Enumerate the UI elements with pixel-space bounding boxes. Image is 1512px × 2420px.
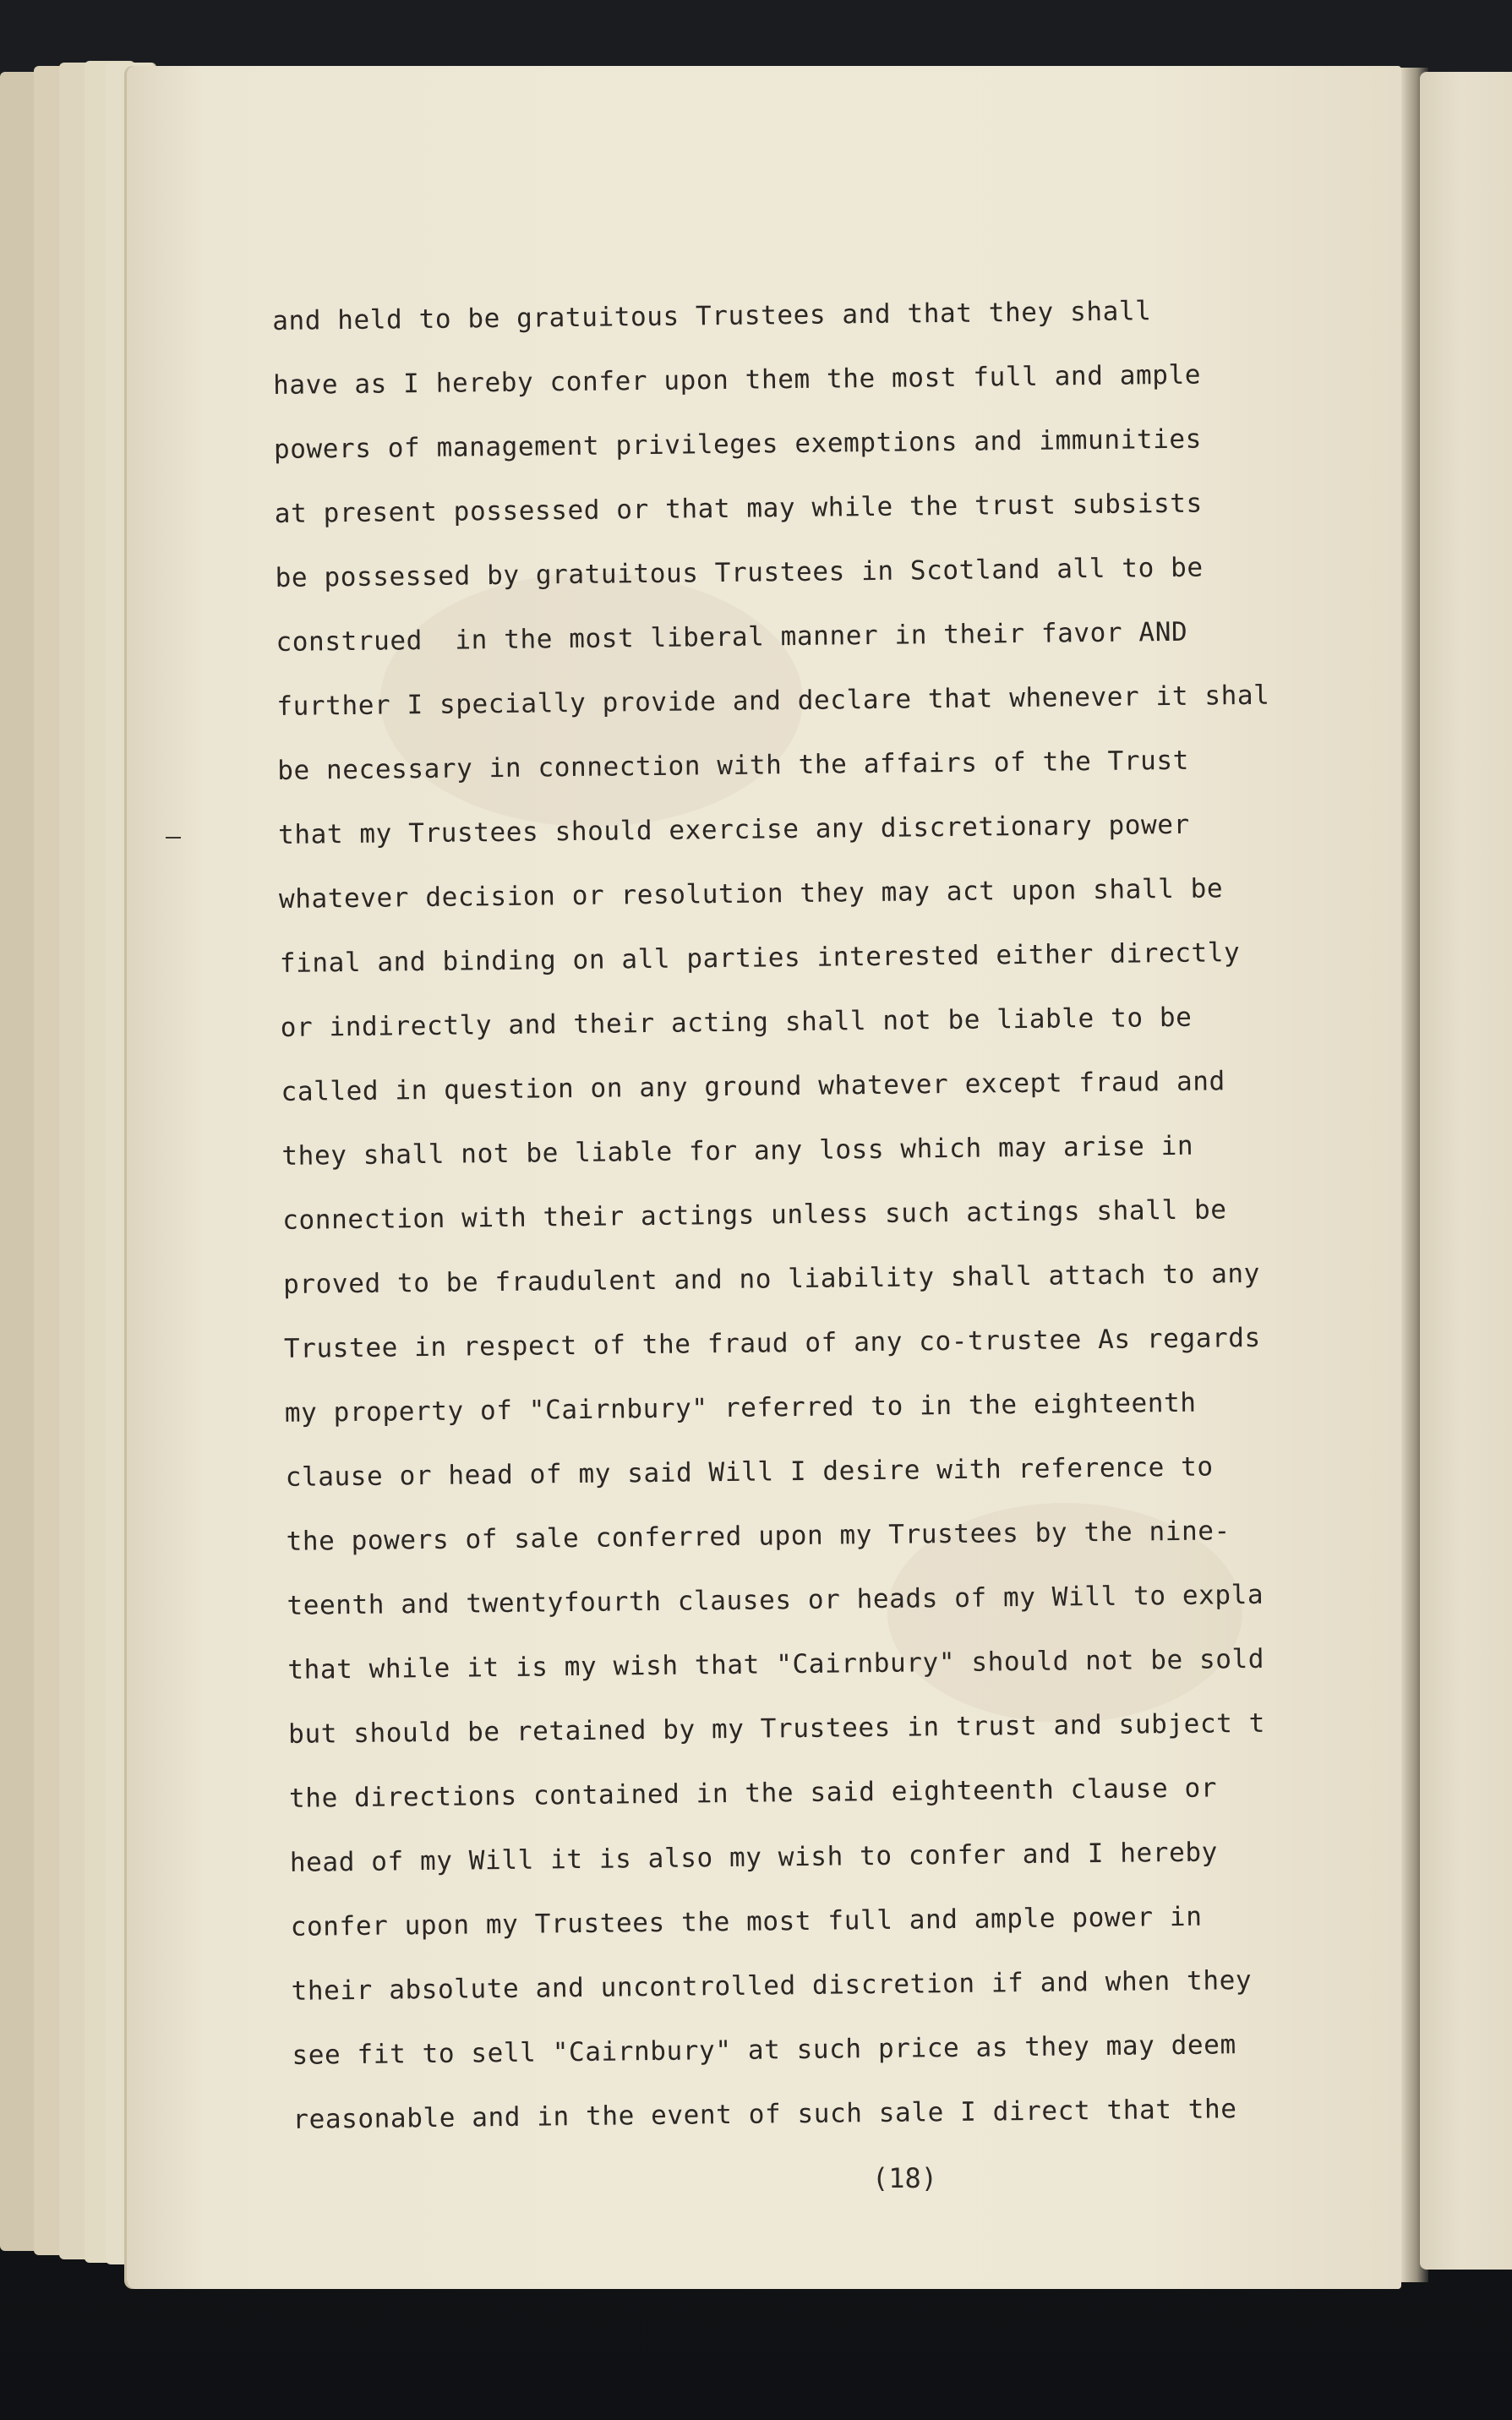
text-line: called in question on any ground whatever except fraud and [281,1066,1226,1107]
text-line: and held to be gratuitous Trustees and that they shall [272,296,1152,336]
facing-page [1420,72,1512,2270]
text-line: whatever decision or resolution they may act upon shall be [278,873,1224,915]
text-line: their absolute and uncontrolled discretion if and when they [291,1964,1253,2007]
text-line: powers of management privileges exemptions and immunities [273,423,1203,465]
text-line: that my Trustees should exercise any discretionary power [277,809,1191,850]
text-line: at present possessed or that may while the trust subsists [274,488,1203,529]
page-number: (18) [872,2162,938,2194]
text-line: be necessary in connection with the affairs of the Trust [277,745,1190,786]
text-line: clause or head of my said Will I desire with reference to [285,1451,1214,1493]
text-line: teenth and twentyfourth clauses or heads of my Will to expla [287,1579,1264,1621]
text-line: construed in the most liberal manner in their favor AND [276,616,1188,658]
text-line: but should be retained by my Trustees in trust and subject t [287,1707,1266,1750]
text-line: have as I hereby confer upon them the most full and ample [272,359,1202,401]
text-line: reasonable and in the event of such sale I direct that the [292,2094,1237,2135]
text-line: the powers of sale conferred upon my Trustees by the nine- [286,1516,1231,1557]
text-line: see fit to sell "Cairnbury" at such price as they may deem [292,2029,1236,2071]
text-line: my property of "Cairnbury" referred to in the eighteenth [284,1387,1197,1429]
text-line: head of my Will it is also my wish to confer and I hereby [289,1837,1219,1878]
text-line: be possessed by gratuitous Trustees in Scotland all to be [275,552,1204,593]
text-line: proved to be fraudulent and no liability shall attach to any [282,1258,1261,1300]
margin-mark [166,837,181,839]
text-line: the directions contained in the said eighteenth clause or [288,1773,1218,1814]
text-line: they shall not be liable for any loss which may arise in [281,1130,1194,1172]
text-line: further I specially provide and declare that whenever it shal [276,680,1270,722]
text-line: or indirectly and their acting shall not be liable to be [280,1002,1193,1043]
text-line: connection with their actings unless such actings shall be [282,1194,1227,1236]
text-line: final and binding on all parties interested either directly [279,937,1241,979]
text-line: confer upon my Trustees the most full and ample power in [290,1901,1203,1942]
text-line: that while it is my wish that "Cairnbury" should not be sold [287,1643,1265,1685]
text-line: Trustee in respect of the fraud of any co-trustee As regards [283,1322,1261,1364]
